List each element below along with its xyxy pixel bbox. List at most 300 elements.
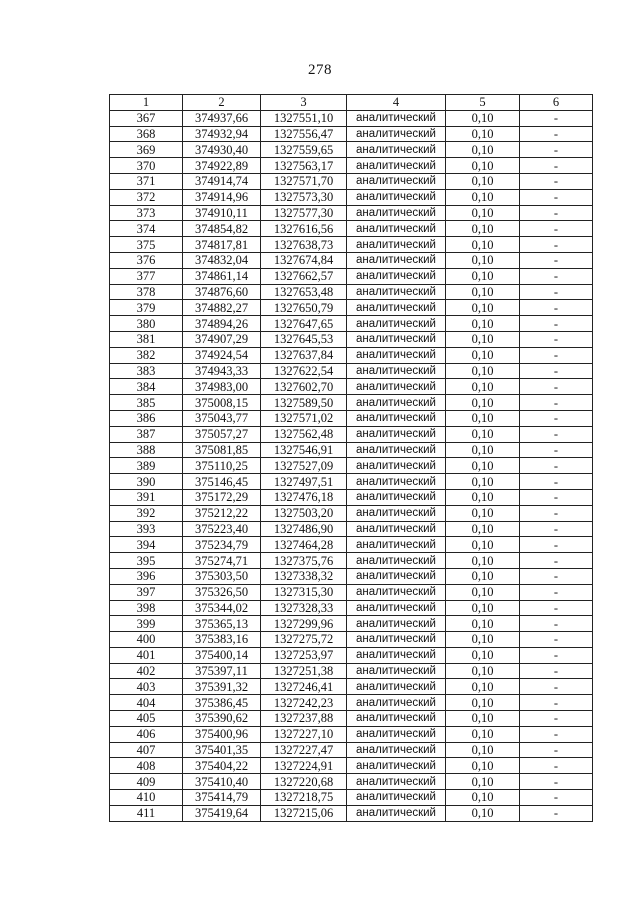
y-coordinate-cell: 1327563,17: [261, 158, 347, 174]
accuracy-cell: 0,10: [446, 521, 520, 537]
table-row: [110, 663, 593, 679]
x-coordinate-cell: 374924,54: [183, 347, 261, 363]
method-cell: аналитический: [347, 331, 446, 347]
header-cell-4: 4: [347, 95, 446, 111]
y-coordinate-cell: 1327653,48: [261, 284, 347, 300]
note-cell: -: [520, 173, 593, 189]
method-cell: аналитический: [347, 647, 446, 663]
accuracy-cell: 0,10: [446, 695, 520, 711]
note-cell: -: [520, 268, 593, 284]
table-row: [110, 584, 593, 600]
note-cell: -: [520, 521, 593, 537]
x-coordinate-cell: 374932,94: [183, 126, 261, 142]
note-cell: -: [520, 126, 593, 142]
note-cell: -: [520, 363, 593, 379]
table-row: [110, 237, 593, 253]
method-cell: аналитический: [347, 742, 446, 758]
y-coordinate-cell: 1327476,18: [261, 489, 347, 505]
point-number-cell: 395: [110, 553, 183, 569]
point-number-cell: 370: [110, 158, 183, 174]
accuracy-cell: 0,10: [446, 758, 520, 774]
point-number-cell: 391: [110, 489, 183, 505]
table-row: [110, 505, 593, 521]
method-cell: аналитический: [347, 142, 446, 158]
note-cell: -: [520, 474, 593, 490]
point-number-cell: 409: [110, 774, 183, 790]
point-number-cell: 385: [110, 395, 183, 411]
note-cell: -: [520, 284, 593, 300]
table-row: [110, 426, 593, 442]
note-cell: -: [520, 205, 593, 221]
y-coordinate-cell: 1327237,88: [261, 711, 347, 727]
y-coordinate-cell: 1327497,51: [261, 474, 347, 490]
note-cell: -: [520, 379, 593, 395]
point-number-cell: 390: [110, 474, 183, 490]
note-cell: -: [520, 553, 593, 569]
method-cell: аналитический: [347, 347, 446, 363]
note-cell: -: [520, 663, 593, 679]
x-coordinate-cell: 375400,14: [183, 647, 261, 663]
point-number-cell: 386: [110, 410, 183, 426]
method-cell: аналитический: [347, 553, 446, 569]
accuracy-cell: 0,10: [446, 205, 520, 221]
method-cell: аналитический: [347, 489, 446, 505]
x-coordinate-cell: 374983,00: [183, 379, 261, 395]
point-number-cell: 377: [110, 268, 183, 284]
point-number-cell: 372: [110, 189, 183, 205]
note-cell: -: [520, 790, 593, 806]
point-number-cell: 407: [110, 742, 183, 758]
header-cell-1: 1: [110, 95, 183, 111]
method-cell: аналитический: [347, 189, 446, 205]
accuracy-cell: 0,10: [446, 584, 520, 600]
y-coordinate-cell: 1327315,30: [261, 584, 347, 600]
accuracy-cell: 0,10: [446, 742, 520, 758]
accuracy-cell: 0,10: [446, 268, 520, 284]
y-coordinate-cell: 1327227,47: [261, 742, 347, 758]
method-cell: аналитический: [347, 442, 446, 458]
table-row: [110, 395, 593, 411]
y-coordinate-cell: 1327573,30: [261, 189, 347, 205]
method-cell: аналитический: [347, 284, 446, 300]
method-cell: аналитический: [347, 173, 446, 189]
x-coordinate-cell: 375410,40: [183, 774, 261, 790]
accuracy-cell: 0,10: [446, 237, 520, 253]
table-row: [110, 647, 593, 663]
y-coordinate-cell: 1327503,20: [261, 505, 347, 521]
y-coordinate-cell: 1327224,91: [261, 758, 347, 774]
accuracy-cell: 0,10: [446, 379, 520, 395]
x-coordinate-cell: 374914,74: [183, 173, 261, 189]
point-number-cell: 408: [110, 758, 183, 774]
table-row: [110, 221, 593, 237]
point-number-cell: 371: [110, 173, 183, 189]
method-cell: аналитический: [347, 458, 446, 474]
y-coordinate-cell: 1327559,65: [261, 142, 347, 158]
accuracy-cell: 0,10: [446, 347, 520, 363]
accuracy-cell: 0,10: [446, 568, 520, 584]
note-cell: -: [520, 537, 593, 553]
method-cell: аналитический: [347, 521, 446, 537]
method-cell: аналитический: [347, 221, 446, 237]
point-number-cell: 398: [110, 600, 183, 616]
accuracy-cell: 0,10: [446, 679, 520, 695]
y-coordinate-cell: 1327275,72: [261, 632, 347, 648]
point-number-cell: 389: [110, 458, 183, 474]
method-cell: аналитический: [347, 679, 446, 695]
method-cell: аналитический: [347, 805, 446, 821]
x-coordinate-cell: 375419,64: [183, 805, 261, 821]
note-cell: -: [520, 347, 593, 363]
point-number-cell: 384: [110, 379, 183, 395]
y-coordinate-cell: 1327638,73: [261, 237, 347, 253]
table-row: [110, 316, 593, 332]
point-number-cell: 392: [110, 505, 183, 521]
x-coordinate-cell: 375274,71: [183, 553, 261, 569]
point-number-cell: 397: [110, 584, 183, 600]
method-cell: аналитический: [347, 268, 446, 284]
method-cell: аналитический: [347, 600, 446, 616]
x-coordinate-cell: 375365,13: [183, 616, 261, 632]
accuracy-cell: 0,10: [446, 189, 520, 205]
x-coordinate-cell: 375081,85: [183, 442, 261, 458]
note-cell: -: [520, 300, 593, 316]
x-coordinate-cell: 375172,29: [183, 489, 261, 505]
method-cell: аналитический: [347, 790, 446, 806]
x-coordinate-cell: 374937,66: [183, 110, 261, 126]
table-row: [110, 553, 593, 569]
point-number-cell: 399: [110, 616, 183, 632]
note-cell: -: [520, 221, 593, 237]
note-cell: -: [520, 489, 593, 505]
x-coordinate-cell: 374861,14: [183, 268, 261, 284]
method-cell: аналитический: [347, 663, 446, 679]
table-row: [110, 205, 593, 221]
x-coordinate-cell: 375404,22: [183, 758, 261, 774]
y-coordinate-cell: 1327674,84: [261, 252, 347, 268]
x-coordinate-cell: 375234,79: [183, 537, 261, 553]
table-row: [110, 537, 593, 553]
accuracy-cell: 0,10: [446, 474, 520, 490]
note-cell: -: [520, 774, 593, 790]
method-cell: аналитический: [347, 379, 446, 395]
x-coordinate-cell: 375386,45: [183, 695, 261, 711]
note-cell: -: [520, 458, 593, 474]
accuracy-cell: 0,10: [446, 331, 520, 347]
x-coordinate-cell: 375326,50: [183, 584, 261, 600]
y-coordinate-cell: 1327251,38: [261, 663, 347, 679]
y-coordinate-cell: 1327338,32: [261, 568, 347, 584]
point-number-cell: 410: [110, 790, 183, 806]
x-coordinate-cell: 375146,45: [183, 474, 261, 490]
table-row: [110, 300, 593, 316]
y-coordinate-cell: 1327546,91: [261, 442, 347, 458]
x-coordinate-cell: 374832,04: [183, 252, 261, 268]
accuracy-cell: 0,10: [446, 126, 520, 142]
note-cell: -: [520, 410, 593, 426]
header-cell-5: 5: [446, 95, 520, 111]
note-cell: -: [520, 331, 593, 347]
method-cell: аналитический: [347, 363, 446, 379]
point-number-cell: 388: [110, 442, 183, 458]
table-row: [110, 805, 593, 821]
point-number-cell: 400: [110, 632, 183, 648]
x-coordinate-cell: 375391,32: [183, 679, 261, 695]
table-row: [110, 252, 593, 268]
table-row: [110, 695, 593, 711]
method-cell: аналитический: [347, 316, 446, 332]
table-row: [110, 774, 593, 790]
method-cell: аналитический: [347, 758, 446, 774]
point-number-cell: 411: [110, 805, 183, 821]
table-row: [110, 790, 593, 806]
y-coordinate-cell: 1327328,33: [261, 600, 347, 616]
table-row: [110, 284, 593, 300]
method-cell: аналитический: [347, 300, 446, 316]
table-row: [110, 331, 593, 347]
note-cell: -: [520, 742, 593, 758]
accuracy-cell: 0,10: [446, 726, 520, 742]
point-number-cell: 378: [110, 284, 183, 300]
table-row: [110, 632, 593, 648]
table-row: [110, 600, 593, 616]
accuracy-cell: 0,10: [446, 805, 520, 821]
table-row: [110, 268, 593, 284]
y-coordinate-cell: 1327647,65: [261, 316, 347, 332]
accuracy-cell: 0,10: [446, 158, 520, 174]
table-row: [110, 616, 593, 632]
method-cell: аналитический: [347, 158, 446, 174]
y-coordinate-cell: 1327375,76: [261, 553, 347, 569]
y-coordinate-cell: 1327556,47: [261, 126, 347, 142]
y-coordinate-cell: 1327637,84: [261, 347, 347, 363]
y-coordinate-cell: 1327527,09: [261, 458, 347, 474]
method-cell: аналитический: [347, 426, 446, 442]
point-number-cell: 402: [110, 663, 183, 679]
y-coordinate-cell: 1327645,53: [261, 331, 347, 347]
x-coordinate-cell: 375344,02: [183, 600, 261, 616]
x-coordinate-cell: 374914,96: [183, 189, 261, 205]
y-coordinate-cell: 1327562,48: [261, 426, 347, 442]
point-number-cell: 382: [110, 347, 183, 363]
accuracy-cell: 0,10: [446, 426, 520, 442]
point-number-cell: 404: [110, 695, 183, 711]
table-row: [110, 442, 593, 458]
y-coordinate-cell: 1327622,54: [261, 363, 347, 379]
method-cell: аналитический: [347, 726, 446, 742]
note-cell: -: [520, 695, 593, 711]
coordinates-table: [109, 94, 593, 822]
table-header-row: [110, 95, 593, 111]
note-cell: -: [520, 632, 593, 648]
accuracy-cell: 0,10: [446, 711, 520, 727]
table-row: [110, 363, 593, 379]
note-cell: -: [520, 189, 593, 205]
method-cell: аналитический: [347, 474, 446, 490]
accuracy-cell: 0,10: [446, 774, 520, 790]
accuracy-cell: 0,10: [446, 505, 520, 521]
y-coordinate-cell: 1327218,75: [261, 790, 347, 806]
point-number-cell: 374: [110, 221, 183, 237]
y-coordinate-cell: 1327589,50: [261, 395, 347, 411]
method-cell: аналитический: [347, 695, 446, 711]
x-coordinate-cell: 374922,89: [183, 158, 261, 174]
accuracy-cell: 0,10: [446, 395, 520, 411]
point-number-cell: 401: [110, 647, 183, 663]
table-row: [110, 158, 593, 174]
point-number-cell: 373: [110, 205, 183, 221]
x-coordinate-cell: 374817,81: [183, 237, 261, 253]
x-coordinate-cell: 375057,27: [183, 426, 261, 442]
accuracy-cell: 0,10: [446, 142, 520, 158]
x-coordinate-cell: 374943,33: [183, 363, 261, 379]
accuracy-cell: 0,10: [446, 458, 520, 474]
accuracy-cell: 0,10: [446, 284, 520, 300]
method-cell: аналитический: [347, 774, 446, 790]
header-cell-2: 2: [183, 95, 261, 111]
y-coordinate-cell: 1327571,02: [261, 410, 347, 426]
point-number-cell: 376: [110, 252, 183, 268]
accuracy-cell: 0,10: [446, 221, 520, 237]
note-cell: -: [520, 158, 593, 174]
x-coordinate-cell: 375401,35: [183, 742, 261, 758]
table-row: [110, 568, 593, 584]
y-coordinate-cell: 1327246,41: [261, 679, 347, 695]
accuracy-cell: 0,10: [446, 110, 520, 126]
note-cell: -: [520, 505, 593, 521]
accuracy-cell: 0,10: [446, 553, 520, 569]
method-cell: аналитический: [347, 711, 446, 727]
table-row: [110, 489, 593, 505]
accuracy-cell: 0,10: [446, 363, 520, 379]
point-number-cell: 380: [110, 316, 183, 332]
y-coordinate-cell: 1327616,56: [261, 221, 347, 237]
accuracy-cell: 0,10: [446, 616, 520, 632]
point-number-cell: 379: [110, 300, 183, 316]
accuracy-cell: 0,10: [446, 300, 520, 316]
table-row: [110, 726, 593, 742]
table-row: [110, 410, 593, 426]
table-row: [110, 110, 593, 126]
note-cell: -: [520, 316, 593, 332]
accuracy-cell: 0,10: [446, 663, 520, 679]
table-row: [110, 474, 593, 490]
table-row: [110, 347, 593, 363]
point-number-cell: 369: [110, 142, 183, 158]
x-coordinate-cell: 375397,11: [183, 663, 261, 679]
accuracy-cell: 0,10: [446, 489, 520, 505]
note-cell: -: [520, 442, 593, 458]
x-coordinate-cell: 375390,62: [183, 711, 261, 727]
accuracy-cell: 0,10: [446, 632, 520, 648]
y-coordinate-cell: 1327464,28: [261, 537, 347, 553]
note-cell: -: [520, 647, 593, 663]
y-coordinate-cell: 1327299,96: [261, 616, 347, 632]
x-coordinate-cell: 375043,77: [183, 410, 261, 426]
method-cell: аналитический: [347, 584, 446, 600]
y-coordinate-cell: 1327577,30: [261, 205, 347, 221]
y-coordinate-cell: 1327571,70: [261, 173, 347, 189]
point-number-cell: 368: [110, 126, 183, 142]
method-cell: аналитический: [347, 110, 446, 126]
point-number-cell: 393: [110, 521, 183, 537]
table-row: [110, 458, 593, 474]
note-cell: -: [520, 237, 593, 253]
method-cell: аналитический: [347, 205, 446, 221]
header-cell-3: 3: [261, 95, 347, 111]
point-number-cell: 381: [110, 331, 183, 347]
method-cell: аналитический: [347, 252, 446, 268]
x-coordinate-cell: 375110,25: [183, 458, 261, 474]
method-cell: аналитический: [347, 505, 446, 521]
point-number-cell: 405: [110, 711, 183, 727]
accuracy-cell: 0,10: [446, 252, 520, 268]
x-coordinate-cell: 374876,60: [183, 284, 261, 300]
y-coordinate-cell: 1327253,97: [261, 647, 347, 663]
table-row: [110, 742, 593, 758]
x-coordinate-cell: 374894,26: [183, 316, 261, 332]
note-cell: -: [520, 805, 593, 821]
table-row: [110, 379, 593, 395]
point-number-cell: 375: [110, 237, 183, 253]
note-cell: -: [520, 426, 593, 442]
accuracy-cell: 0,10: [446, 790, 520, 806]
x-coordinate-cell: 374854,82: [183, 221, 261, 237]
note-cell: -: [520, 584, 593, 600]
note-cell: -: [520, 568, 593, 584]
accuracy-cell: 0,10: [446, 410, 520, 426]
y-coordinate-cell: 1327227,10: [261, 726, 347, 742]
method-cell: аналитический: [347, 395, 446, 411]
point-number-cell: 403: [110, 679, 183, 695]
accuracy-cell: 0,10: [446, 442, 520, 458]
table-row: [110, 521, 593, 537]
y-coordinate-cell: 1327215,06: [261, 805, 347, 821]
y-coordinate-cell: 1327242,23: [261, 695, 347, 711]
point-number-cell: 383: [110, 363, 183, 379]
table-row: [110, 758, 593, 774]
table-body: [110, 110, 593, 821]
accuracy-cell: 0,10: [446, 537, 520, 553]
y-coordinate-cell: 1327602,70: [261, 379, 347, 395]
note-cell: -: [520, 110, 593, 126]
table-row: [110, 189, 593, 205]
note-cell: -: [520, 679, 593, 695]
note-cell: -: [520, 726, 593, 742]
x-coordinate-cell: 375212,22: [183, 505, 261, 521]
point-number-cell: 396: [110, 568, 183, 584]
x-coordinate-cell: 374910,11: [183, 205, 261, 221]
method-cell: аналитический: [347, 237, 446, 253]
method-cell: аналитический: [347, 632, 446, 648]
x-coordinate-cell: 375383,16: [183, 632, 261, 648]
accuracy-cell: 0,10: [446, 173, 520, 189]
table-row: [110, 126, 593, 142]
point-number-cell: 406: [110, 726, 183, 742]
y-coordinate-cell: 1327486,90: [261, 521, 347, 537]
method-cell: аналитический: [347, 537, 446, 553]
y-coordinate-cell: 1327551,10: [261, 110, 347, 126]
x-coordinate-cell: 374907,29: [183, 331, 261, 347]
table-row: [110, 173, 593, 189]
method-cell: аналитический: [347, 616, 446, 632]
note-cell: -: [520, 252, 593, 268]
point-number-cell: 367: [110, 110, 183, 126]
x-coordinate-cell: 374930,40: [183, 142, 261, 158]
note-cell: -: [520, 616, 593, 632]
y-coordinate-cell: 1327220,68: [261, 774, 347, 790]
page-number: 278: [308, 62, 332, 78]
